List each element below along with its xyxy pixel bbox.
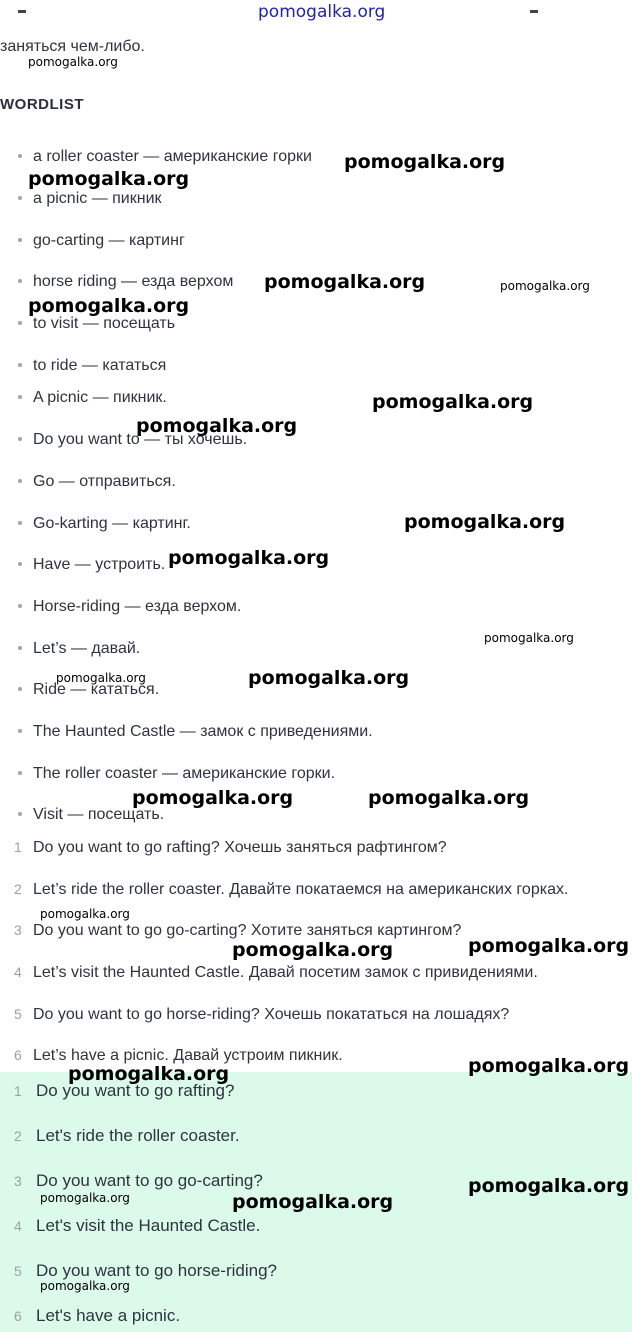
watermark: pomogalka.org [56, 671, 146, 685]
item-number: 1 [14, 1083, 22, 1099]
watermark: pomogalka.org [68, 1063, 230, 1085]
watermark: pomogalka.org [136, 415, 298, 437]
answer-item: 1 Do you want to go rafting? [14, 1081, 235, 1100]
watermark: pomogalka.org [368, 787, 530, 809]
answer-item: 4 Let's visit the Haunted Castle. [14, 1216, 261, 1235]
answer-item: 6 Let's have a picnic. [14, 1306, 181, 1325]
item-number: 4 [14, 964, 22, 980]
item-number: 4 [14, 1218, 22, 1234]
watermark: pomogalka.org [258, 2, 386, 22]
translation-item: 4 Let’s visit the Haunted Castle. Давай посетим замок с привидениями. [14, 964, 538, 981]
wordlist-item: horse riding — езда верхом [18, 273, 233, 291]
item-number: 5 [14, 1263, 22, 1279]
wordlist-item: Horse-riding — езда верхом. [18, 598, 241, 616]
answer-item: 2 Let's ride the roller coaster. [14, 1126, 240, 1145]
watermark: pomogalka.org [344, 151, 506, 173]
watermark: pomogalka.org [248, 667, 410, 689]
intro-text: заняться чем-либо. [0, 38, 145, 55]
wordlist-item: a picnic — пикник [18, 190, 162, 208]
watermark: pomogalka.org [500, 279, 590, 293]
watermark: pomogalka.org [468, 935, 630, 957]
item-number: 2 [14, 881, 22, 897]
item-number: 2 [14, 1128, 22, 1144]
bullet-icon [18, 771, 22, 775]
wordlist-item: The roller coaster — американские горки. [18, 765, 335, 783]
bullet-icon [18, 812, 22, 816]
item-number: 1 [14, 839, 22, 855]
wordlist-item: a roller coaster — американские горки [18, 148, 312, 166]
wordlist-item: go-carting — картинг [18, 232, 185, 250]
wordlist-item: Go-karting — картинг. [18, 515, 191, 533]
item-number: 6 [14, 1047, 22, 1063]
translation-item: 3 Do you want to go go-carting? Хотите заняться картингом? [14, 922, 462, 939]
watermark: pomogalka.org [468, 1175, 630, 1197]
wordlist-item: Ride — кататься. [18, 681, 159, 699]
watermark: pomogalka.org [168, 547, 330, 569]
translation-item: 6 Let’s have a picnic. Давай устроим пикник. [14, 1047, 343, 1064]
wordlist-item: A picnic — пикник. [18, 389, 167, 407]
watermark: pomogalka.org [404, 511, 566, 533]
watermark: pomogalka.org [468, 1055, 630, 1077]
translation-item: 2 Let’s ride the roller coaster. Давайте покатаемся на американских горках. [14, 881, 569, 898]
bullet-icon [18, 646, 22, 650]
watermark: pomogalka.org [40, 1191, 130, 1205]
watermark: pomogalka.org [40, 907, 130, 921]
watermark: pomogalka.org [264, 271, 426, 293]
bullet-icon [18, 395, 22, 399]
wordlist-item: Let’s — давай. [18, 640, 140, 658]
bullet-icon [18, 196, 22, 200]
bullet-icon [18, 687, 22, 691]
translation-item: 5 Do you want to go horse-riding? Хочешь покататься на лошадях? [14, 1006, 510, 1023]
bullet-icon [18, 479, 22, 483]
wordlist-item: Go — отправиться. [18, 473, 176, 491]
watermark: pomogalka.org [28, 168, 190, 190]
item-number: 5 [14, 1006, 22, 1022]
wordlist-item: The Haunted Castle — замок с приведениями. [18, 723, 373, 741]
watermark: pomogalka.org [40, 1279, 130, 1293]
bullet-icon [18, 363, 22, 367]
translation-item: 1 Do you want to go rafting? Хочешь заняться рафтингом? [14, 839, 447, 856]
wordlist-item: to visit — посещать [18, 315, 175, 333]
bullet-icon [18, 154, 22, 158]
bullet-icon [18, 562, 22, 566]
bullet-icon [18, 321, 22, 325]
watermark: pomogalka.org [28, 295, 190, 317]
watermark: pomogalka.org [232, 939, 394, 961]
bullet-icon [18, 604, 22, 608]
answer-item: 5 Do you want to go horse-riding? [14, 1261, 277, 1280]
item-number: 6 [14, 1308, 22, 1324]
watermark: pomogalka.org [132, 787, 294, 809]
wordlist-item: Visit — посещать. [18, 806, 164, 824]
watermark: pomogalka.org [28, 55, 118, 69]
wordlist-item: Have — устроить. [18, 556, 165, 574]
watermark: pomogalka.org [232, 1191, 394, 1213]
watermark: pomogalka.org [372, 391, 534, 413]
bullet-icon [18, 729, 22, 733]
bullet-icon [18, 521, 22, 525]
answer-item: 3 Do you want to go go-carting? [14, 1171, 263, 1190]
bullet-icon [18, 437, 22, 441]
wordlist-item: to ride — кататься [18, 357, 166, 375]
wordlist-heading: WORDLIST [0, 96, 84, 113]
item-number: 3 [14, 922, 22, 938]
bullet-icon [18, 238, 22, 242]
wordlist-item: Do you want to — ты хочешь. [18, 431, 247, 449]
watermark: pomogalka.org [484, 631, 574, 645]
bullet-icon [18, 279, 22, 283]
item-number: 3 [14, 1173, 22, 1189]
